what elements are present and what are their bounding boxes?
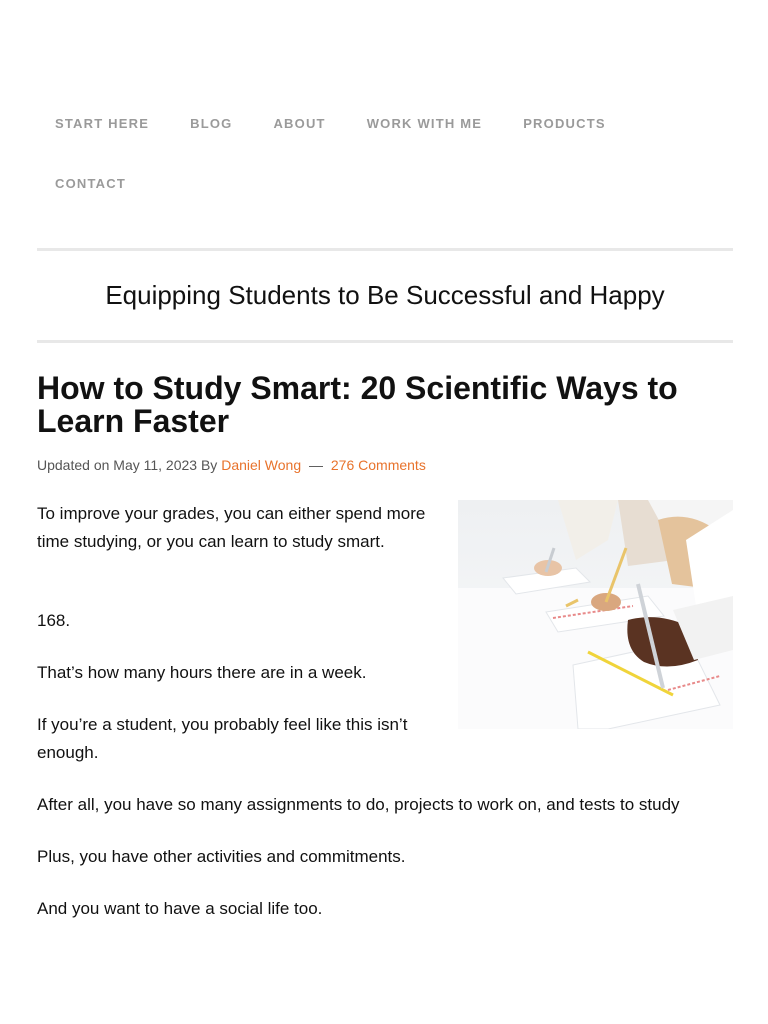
- body-paragraph-assignments: After all, you have so many assignments to do, projects to work on, and tests to study: [37, 795, 680, 814]
- nav-item-about[interactable]: ABOUT: [273, 116, 326, 131]
- comments-link[interactable]: 276 Comments: [330, 457, 426, 473]
- body-paragraph-social-life: And you want to have a social life too.: [37, 899, 323, 918]
- post-updated-date: Updated on May 11, 2023 By: [37, 457, 218, 473]
- main-navigation: [55, 116, 745, 192]
- meta-separator: —: [309, 457, 323, 473]
- header-divider-bottom: [37, 340, 733, 343]
- nav-row-primary: [55, 116, 745, 132]
- students-writing-image: [458, 500, 733, 729]
- nav-item-work-with-me[interactable]: WORK WITH ME: [366, 116, 483, 131]
- nav-item-start-here[interactable]: START HERE: [55, 116, 150, 131]
- header-divider-top: [37, 248, 733, 251]
- author-link[interactable]: Daniel Wong: [221, 457, 302, 473]
- nav-item-products[interactable]: PRODUCTS: [523, 116, 606, 131]
- intro-paragraph: To improve your grades, you can either spend more time studying, or you can learn to study smart.: [37, 504, 426, 551]
- body-paragraph-hours-number: 168.: [37, 611, 71, 630]
- site-tagline: Equipping Students to Be Successful and Happy: [105, 280, 665, 310]
- post-meta: [37, 456, 426, 474]
- students-writing-illustration: [458, 500, 733, 729]
- nav-row-secondary: [55, 176, 745, 192]
- nav-item-contact[interactable]: CONTACT: [55, 176, 126, 191]
- nav-item-blog[interactable]: BLOG: [190, 116, 233, 131]
- post-title: How to Study Smart: 20 Scientific Ways to Learn Faster: [37, 370, 678, 439]
- body-paragraph-hours-week: That’s how many hours there are in a week.: [37, 663, 367, 682]
- body-paragraph-activities: Plus, you have other activities and commitments.: [37, 847, 406, 866]
- body-paragraph-not-enough: If you’re a student, you probably feel like this isn’t enough.: [37, 715, 408, 762]
